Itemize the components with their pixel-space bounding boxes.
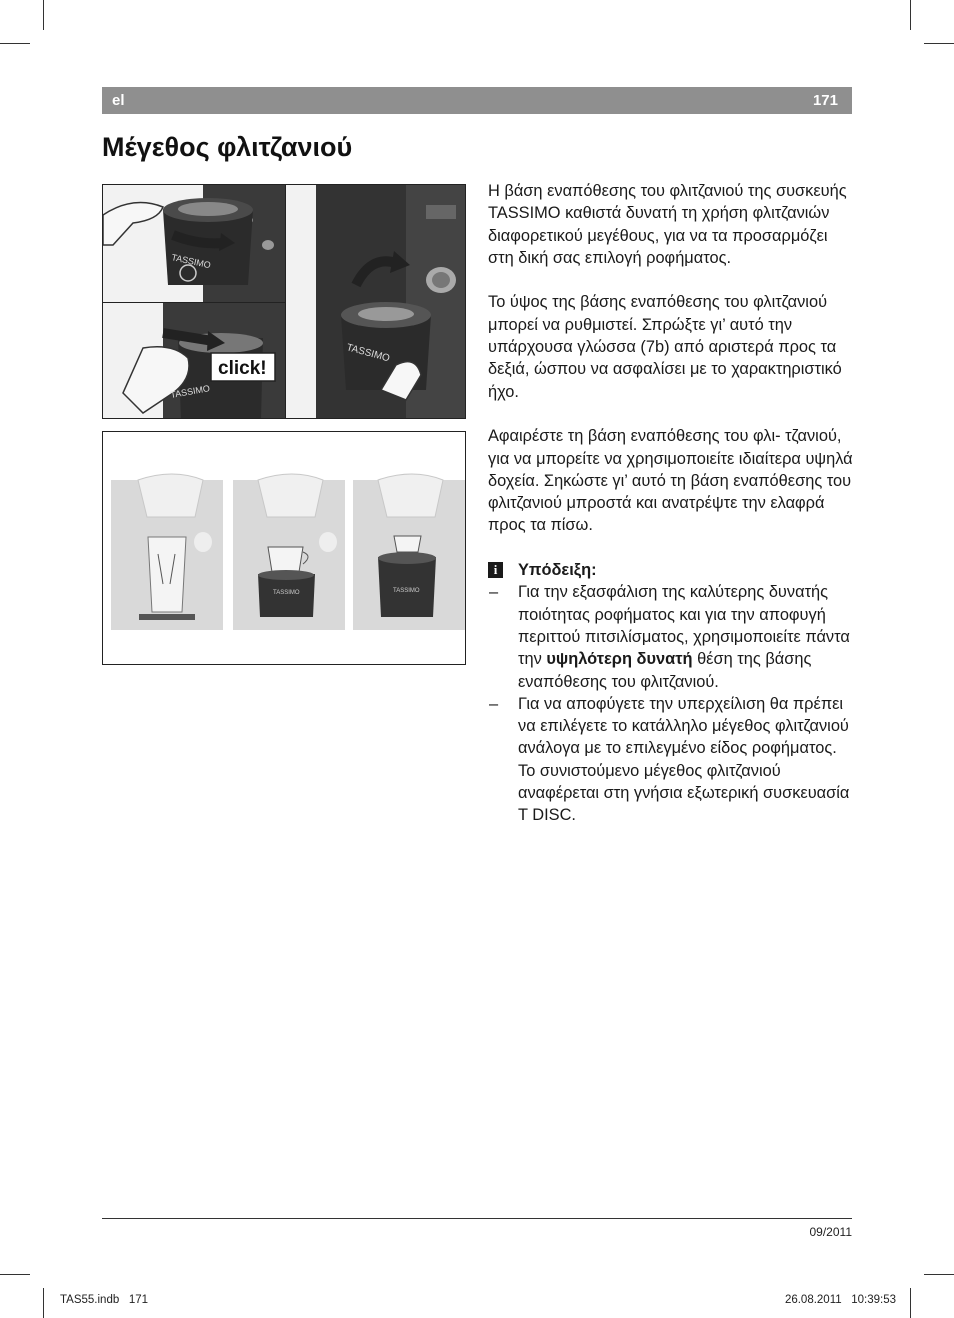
figure-push-tab-click [102,302,286,419]
hint-text: θέση της βάσης εναπόθεσης του φλιτζανιού. [518,650,812,691]
hint-emphasis: υψηλότερη δυνατή [546,650,693,669]
hint-heading [488,559,856,581]
list-item [488,693,856,827]
paragraph: Αφαιρέστε τη βάση εναπόθεσης του φλι- τζανιού, για να μπορείτε να χρησιμοποιείτε ιδιαίτερα υψηλά δοχεία. Σηκώστε γι’ αυτό τη βάση εναπόθεσης του φλιτζανιού μπροστά και ανατρέψτε την ελαφρά προς τα πίσω. [488,427,853,535]
page-number: 171 [812,92,838,109]
crop-mark [43,0,44,30]
tassimo-logo: TASSIMO [169,383,211,400]
info-icon: i [488,562,503,578]
slug-file: TAS55.indb 171 [60,1294,149,1306]
footer-rule [102,1218,852,1219]
list-item [488,581,856,692]
body-text [488,180,856,827]
crop-mark [924,43,954,44]
figure-lift-cup-stand [285,184,466,419]
tassimo-logo: TASSIMO [345,342,391,365]
language-code: el [112,92,125,109]
figure-remove-cup-stand [102,184,286,303]
hint-text: Για να αποφύγετε την υπερχείλιση θα πρέπει να επιλέγετε το κατάλληλο μέγεθος φλιτζανιού ανάλογα με το επιλεγμένο είδος ροφήματος. Το συνιστούμενο μέγεθος φλιτζανιού αναφέρεται στη γνήσια εξωτερική συσκευασία T DISC. [518,694,850,825]
paragraph: Το ύψος της βάσης εναπόθεσης του φλιτζανιού μπορεί να ρυθμιστεί. Σπρώξτε γι’ αυτό την υπάρχουσα γλώσσα (7b) από αριστερά προς τα δεξιά, ώσπου να ασφαλίσει με το χαρακτηριστικό ήχο. [488,293,842,401]
crop-mark [924,1274,954,1275]
page-header-bar [102,87,852,114]
hint-title: Υπόδειξη: [518,561,597,580]
hint-list [488,581,856,826]
crop-mark [910,1288,911,1318]
click-label: click! [218,358,267,379]
dash-bullet: – [489,694,499,713]
crop-mark [43,1288,44,1318]
crop-mark [910,0,911,30]
tassimo-logo: TASSIMO [170,252,212,271]
page-title: Μέγεθος φλιτζανιού [102,132,353,162]
tassimo-logo: TASSIMO [393,588,420,594]
crop-mark [0,1274,30,1275]
tassimo-logo: TASSIMO [273,590,300,596]
paragraph: Η βάση εναπόθεσης του φλιτζανιού της συσκευής TASSIMO καθιστά δυνατή τη χρήση φλιτζανιών διαφορετικού μεγέθους, για να τα προσαρμόζει στη δική σας επιλογή ροφήματος. [488,182,847,267]
slug-timestamp: 26.08.2011 10:39:53 [784,1294,896,1306]
footer-date: 09/2011 [809,1225,852,1239]
hint-text: Για την εξασφάλιση της καλύτερης δυνατής ποιότητας ροφήματος και για την αποφυγή περιττού πιτσιλίσματος, χρησιμοποιείτε πάντα την [518,583,850,669]
dash-bullet: – [489,583,499,602]
crop-mark [0,43,30,44]
figure-cup-sizes [102,431,466,665]
